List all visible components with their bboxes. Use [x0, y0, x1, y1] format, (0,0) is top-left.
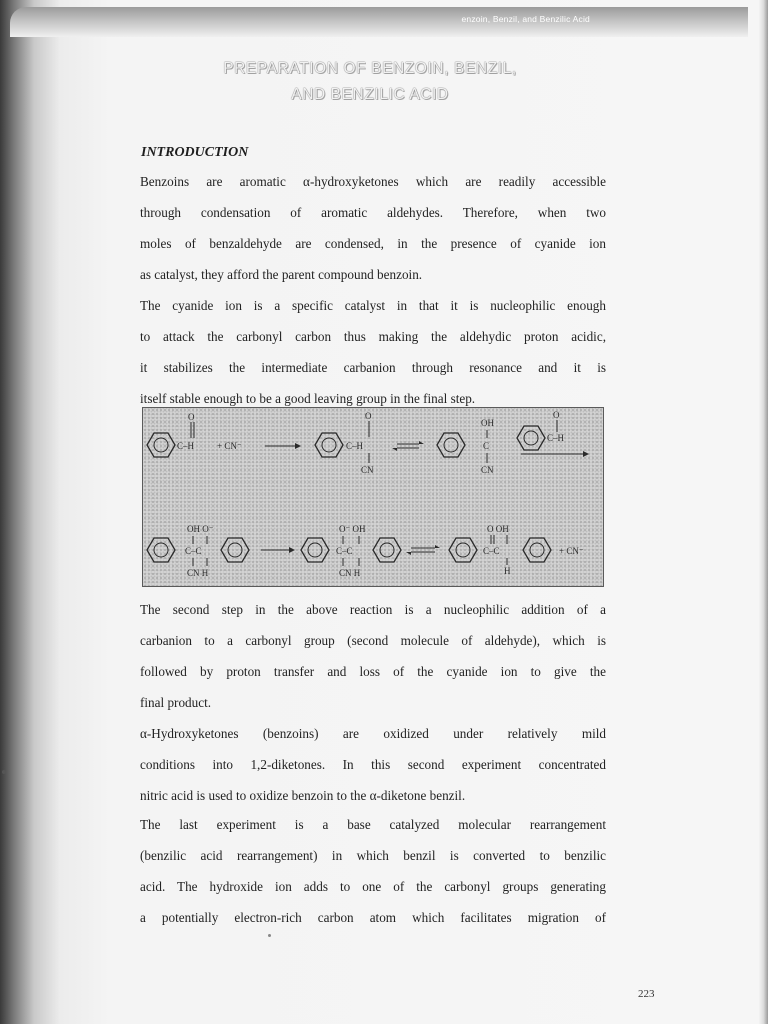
paragraph-5: [140, 815, 606, 939]
section-heading: INTRODUCTION: [141, 145, 249, 160]
hydrogen-label: H: [504, 566, 511, 576]
oh-oxide-label: OH O⁻: [187, 524, 214, 534]
cn-h-label: CN H: [339, 568, 361, 578]
paragraph-2: [140, 296, 606, 420]
cn-label: CN: [481, 465, 494, 475]
paragraph-4: [140, 724, 606, 817]
benzene-ring: [437, 433, 465, 457]
benzene-ring: [449, 538, 477, 562]
page-number: 223: [638, 988, 655, 1000]
text-line: nitric acid is used to oxidize benzoin to the α-diketone benzil.: [140, 788, 466, 803]
ch-group-label: C–H: [547, 433, 565, 443]
text-line: itself stable enough to be a good leaving group in the final step.: [140, 391, 476, 406]
text-line: it stabilizes the intermediate carbanion through resonance and it is: [140, 360, 606, 375]
running-head: enzoin, Benzil, and Benzilic Acid: [461, 14, 590, 24]
text-line: The cyanide ion is a specific catalyst in that it is nucleophilic enough: [140, 298, 606, 313]
text-line: conditions into 1,2-diketones. In this second experiment concentrated: [140, 757, 606, 772]
benzene-ring: [523, 538, 551, 562]
scan-speck: [2, 770, 6, 774]
header-band: [10, 7, 748, 37]
text-line: a potentially electron-rich carbon atom which facilitates migration of: [140, 910, 606, 925]
o-oh-label: O OH: [487, 524, 509, 534]
page-right-edge: [759, 0, 768, 1024]
benzene-ring: [147, 433, 175, 457]
hydroxyl-label: OH: [481, 418, 494, 428]
oxide-oh-label: O⁻ OH: [339, 524, 366, 534]
text-line: The second step in the above reaction is a nucleophilic addition of a: [140, 602, 606, 617]
carbon-label: C: [483, 441, 490, 451]
cyanide-plus-label: + CN⁻: [217, 441, 242, 451]
cc-bond-label: C–C: [336, 546, 353, 556]
text-line: final product.: [140, 695, 212, 710]
cn-label: CN: [361, 465, 374, 475]
text-line: (benzilic acid rearrangement) in which benzil is converted to benzilic: [140, 848, 606, 863]
ch-group-label: C–H: [177, 441, 195, 451]
text-line: to attack the carbonyl carbon thus making the aldehydic proton acidic,: [140, 329, 606, 344]
text-line: through condensation of aromatic aldehydes. Therefore, when two: [140, 205, 606, 220]
oxide-label: O: [365, 411, 372, 421]
reaction-scheme-svg: [143, 408, 603, 586]
benzene-ring: [315, 433, 343, 457]
text-line: Benzoins are aromatic α-hydroxyketones which are readily accessible: [140, 174, 606, 189]
benzene-ring: [373, 538, 401, 562]
paragraph-3: [140, 600, 606, 724]
text-line: as catalyst, they afford the parent compound benzoin.: [140, 267, 423, 282]
benzene-ring: [221, 538, 249, 562]
text-line: α-Hydroxyketones (benzoins) are oxidized under relatively mild: [140, 726, 606, 741]
text-line: moles of benzaldehyde are condensed, in the presence of cyanide ion: [140, 236, 606, 251]
text-line: followed by proton transfer and loss of the cyanide ion to give the: [140, 664, 606, 679]
cyanide-plus-label: + CN⁻: [559, 546, 584, 556]
cc-bond-label: C–C: [185, 546, 202, 556]
benzene-ring: [301, 538, 329, 562]
chapter-title-line-1: PREPARATION OF BENZOIN, BENZIL,: [223, 60, 517, 77]
oxygen-label: O: [188, 412, 195, 422]
scan-speck: [268, 934, 271, 937]
chapter-title-line-2: AND BENZILIC ACID: [291, 86, 449, 103]
oxygen-label: O: [553, 410, 560, 420]
benzene-ring: [517, 426, 545, 450]
cn-h-label: CN H: [187, 568, 209, 578]
text-line: The last experiment is a base catalyzed molecular rearrangement: [140, 817, 606, 832]
ch-group-label: C–H: [346, 441, 364, 451]
benzene-ring: [147, 538, 175, 562]
text-line: acid. The hydroxide ion adds to one of the carbonyl groups generating: [140, 879, 606, 894]
text-line: carbanion to a carbonyl group (second molecule of aldehyde), which is: [140, 633, 606, 648]
cc-bond-label: C–C: [483, 546, 500, 556]
paragraph-1: [140, 172, 606, 296]
reaction-scheme-figure: [142, 407, 604, 587]
